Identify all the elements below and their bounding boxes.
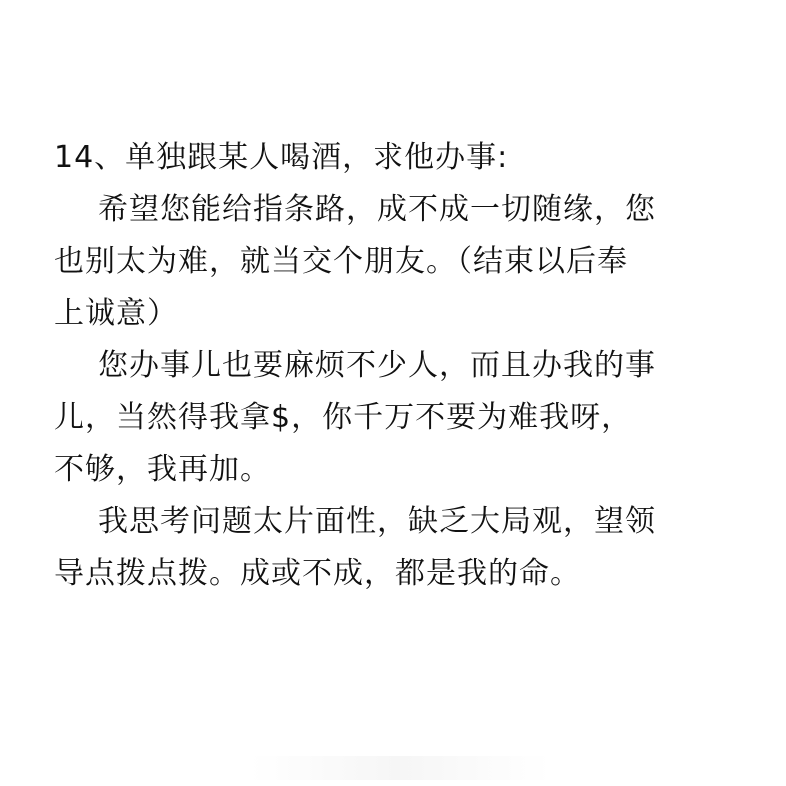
paragraph-1-line-3: 上诚意） bbox=[54, 296, 178, 331]
document-body bbox=[54, 132, 734, 600]
paragraph-3-line-2: 导点拨点拨。成或不成，都是我的命。 bbox=[54, 556, 581, 591]
paragraph-2-line-3: 不够，我再加。 bbox=[54, 452, 271, 487]
section-heading: 14、单独跟某人喝酒，求他办事: bbox=[54, 140, 509, 175]
paragraph-3-line-1: 我思考问题太片面性，缺乏大局观，望领 bbox=[98, 504, 656, 539]
paragraph-1-line-1: 希望您能给指条路，成不成一切随缘，您 bbox=[98, 192, 656, 227]
paragraph-2-line-2: 儿，当然得我拿$，你千万不要为难我呀， bbox=[54, 400, 633, 435]
bottom-fade-decoration bbox=[250, 756, 550, 780]
paragraph-2-line-1: 您办事儿也要麻烦不少人，而且办我的事 bbox=[98, 348, 656, 383]
paragraph-1-line-2: 也别太为难，就当交个朋友。（结束以后奉 bbox=[54, 244, 628, 279]
